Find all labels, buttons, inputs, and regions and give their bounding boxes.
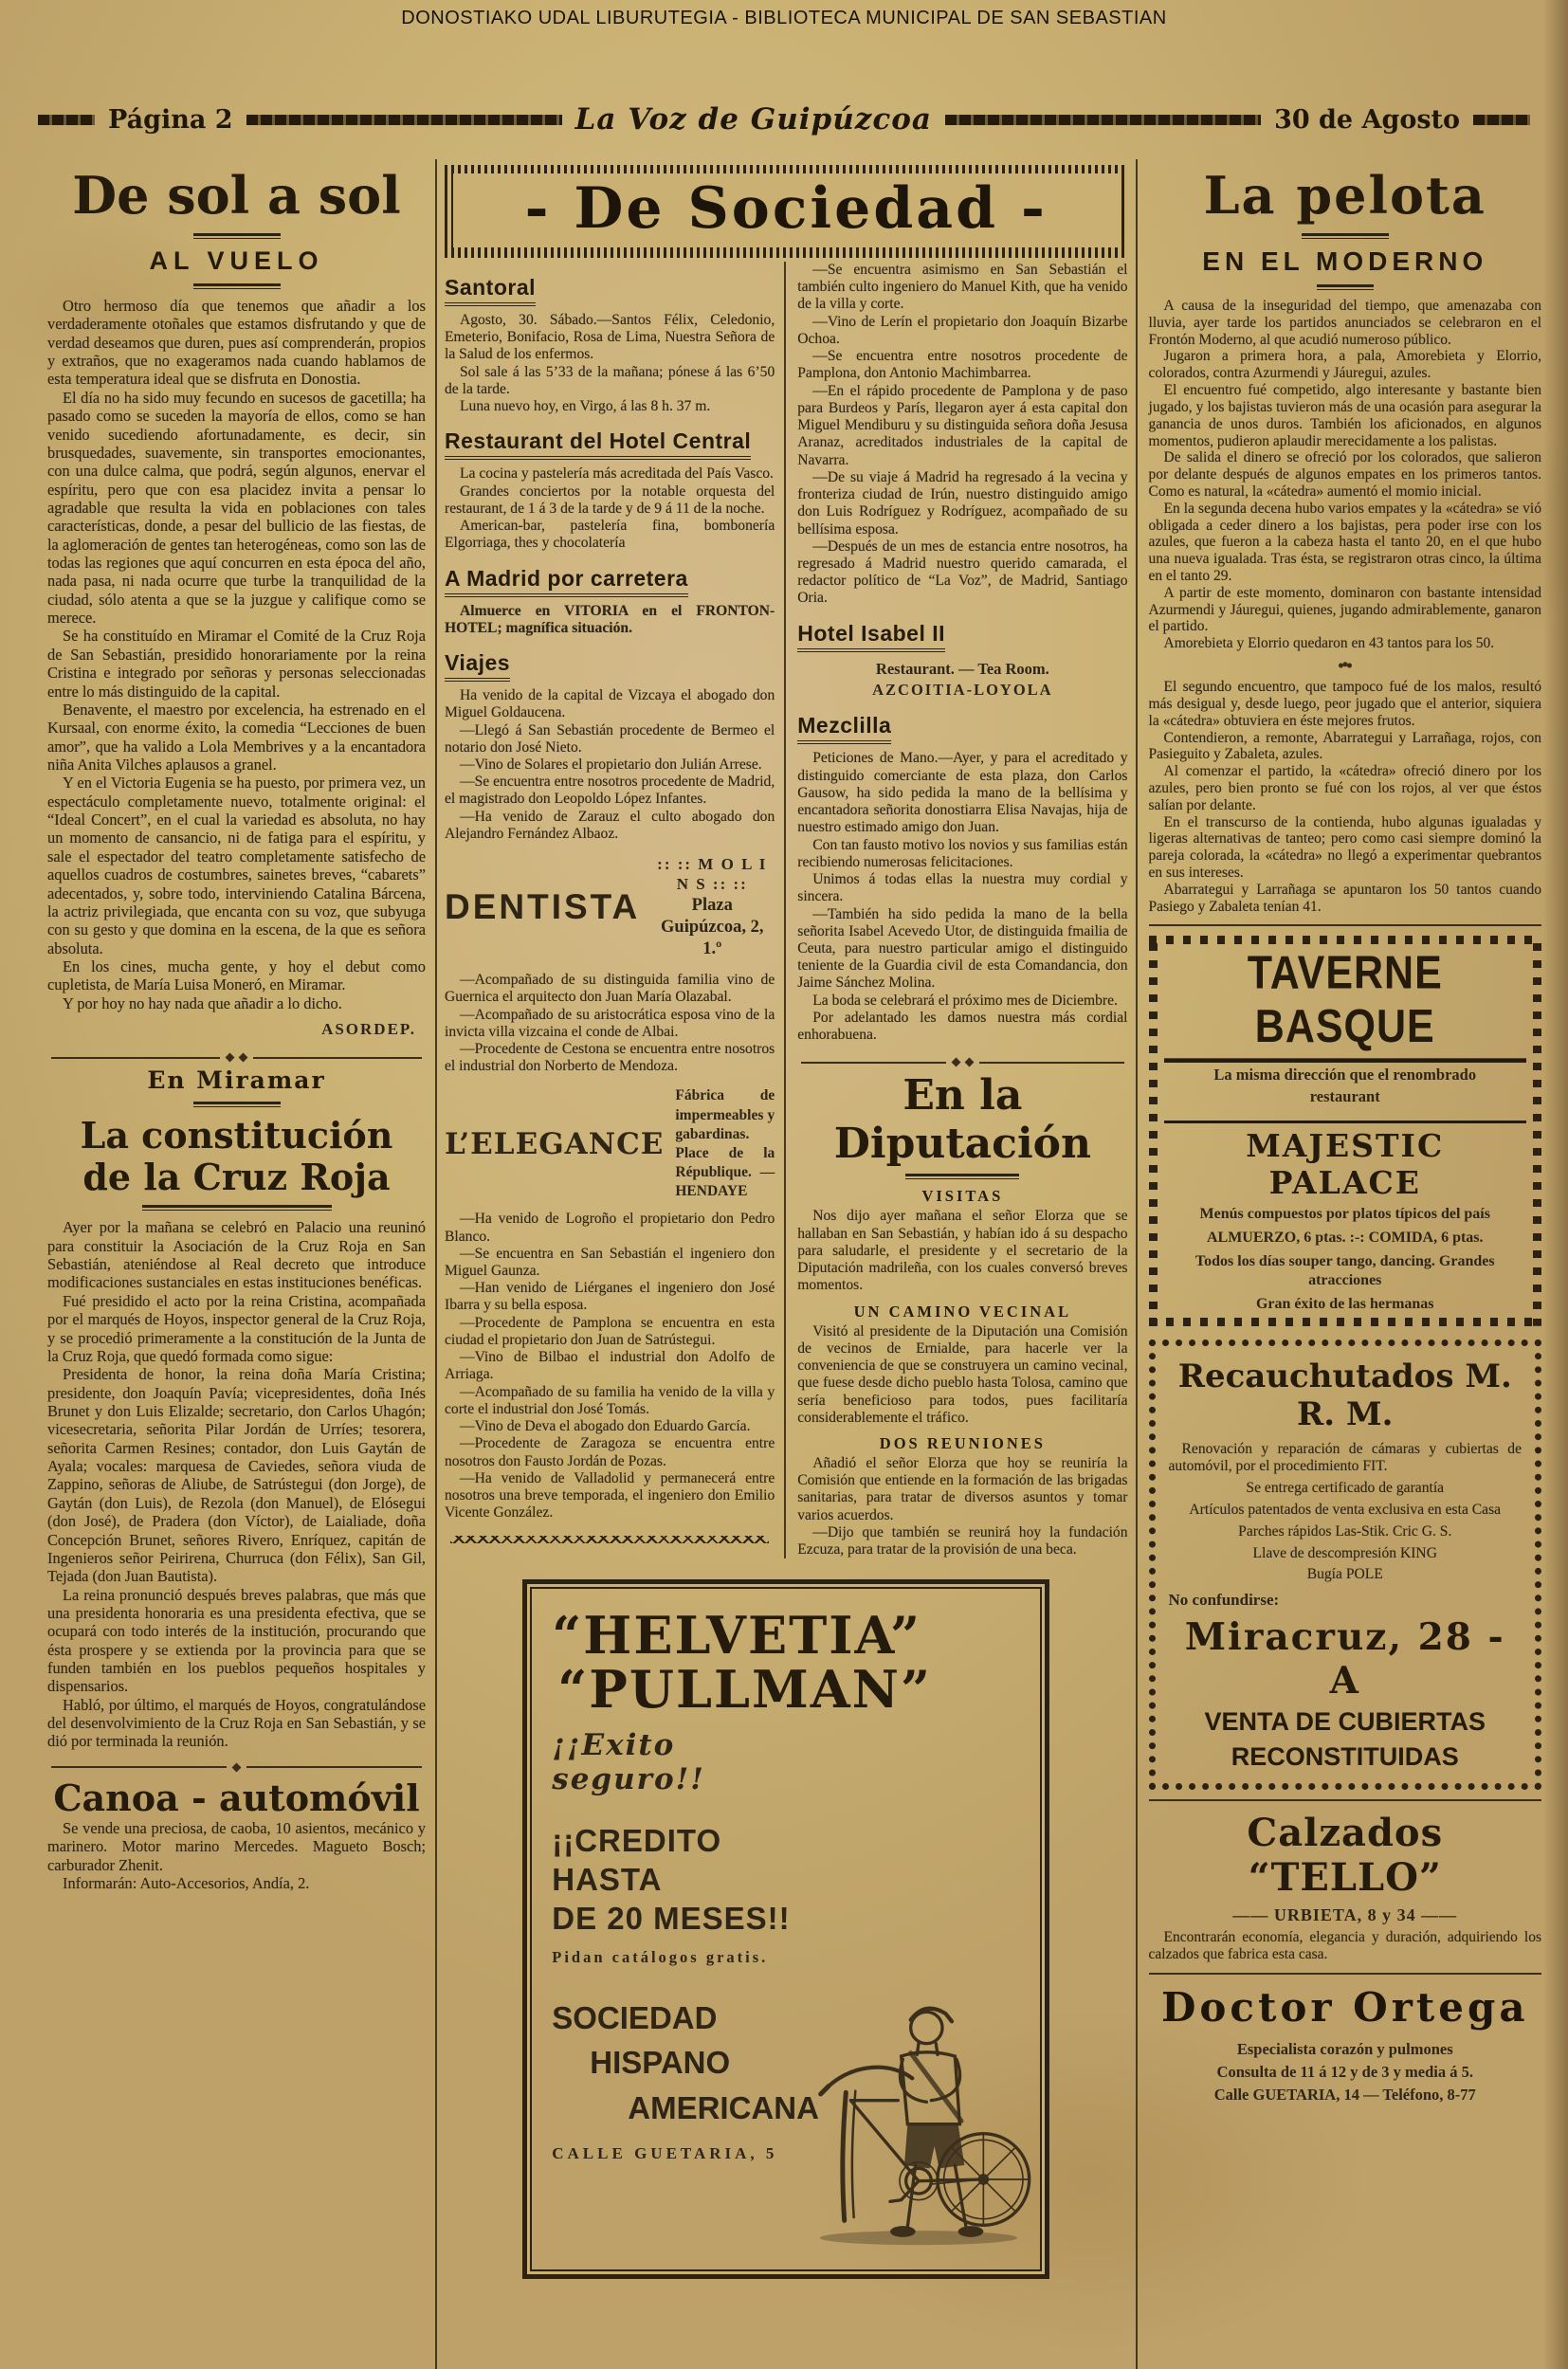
helvetia-ad	[522, 1579, 1049, 2279]
article-paragraph: La cocina y pastelería más acreditada del País Vasco.	[460, 465, 774, 483]
article-paragraph: Por adelantado les damos nuestra más cordial enhorabuena.	[797, 1009, 1128, 1044]
article-paragraph: Se ha constituído en Miramar el Comité de la Cruz Roja de San Sebastián, presidido honorariamente por la reina Cristina e integrado por señoras y personas seleccionadas entre lo más distinguido de la capital.	[47, 627, 426, 701]
article-paragraph: Jugaron a primera hora, a pala, Amorebieta y Elorrio, colorados, contra Azurmendi y Jáuregui, azules.	[1148, 348, 1541, 382]
elegance-ad	[445, 1086, 775, 1201]
article-paragraph: Se vende una preciosa, de caoba, 10 asientos, mecánico y marinero. Motor marino Mercedes. Magueto Bosch; carburador Zhenit.	[47, 1818, 426, 1874]
sociedad-right-subcolumn	[786, 262, 1127, 1558]
ortega-title: Doctor Ortega	[1160, 1983, 1529, 2031]
viajes-item: —Acompañado de su aristocrática esposa vino de la invicta villa vizcaina el conde de Albai.	[445, 1006, 775, 1040]
madrid-paragraph: Almuerce en VITORIA en el FRONTON-HOTEL; magnífica situación.	[445, 602, 775, 636]
helvetia-credit-line1: ¡¡CREDITO HASTA	[552, 1822, 722, 1898]
article-paragraph: En el transcurso de la contienda, hubo algunas igualadas y ligeras alternativas de tanteo; pero como casi siempre dominó la pareja colorada, la «cátedra» no llegó a experimentar quebrantos en sus intereses.	[1148, 813, 1541, 881]
dentista-ad-address: Plaza Guipúzcoa, 2, 1.º	[661, 895, 764, 958]
diputacion-paragraph: —Dijo que también se reunirá hoy la fundación Ezcuza, para tratar de la provisión de una beca.	[797, 1523, 1128, 1558]
mezclilla-paragraphs	[797, 750, 1127, 1044]
tello-title: Calzados “TELLO”	[1247, 1811, 1444, 1901]
helvetia-credit-line2: DE 20 MESES!!	[552, 1901, 791, 1937]
edition-date: 30 de Agosto	[1274, 104, 1461, 135]
sociedad-subcolumns	[445, 262, 1128, 1558]
pelota-paragraphs-2	[1149, 679, 1541, 915]
viajes-item: —Procedente de Pamplona se encuentra en esta ciudad el propietario don Juan de Satrústegui.	[445, 1314, 775, 1348]
article-paragraph: Habló, por último, el marqués de Hoyos, congratulándose del desenvolvimiento de la Cruz Roja en San Sebastián, y se dió por terminada la reunión.	[47, 1695, 426, 1751]
santoral-heading: Santoral	[445, 275, 775, 306]
santoral-paragraphs	[445, 312, 775, 415]
library-banner: DONOSTIAKO UDAL LIBURUTEGIA - BIBLIOTECA MUNICIPAL DE SAN SEBASTIAN	[401, 8, 1167, 28]
pelota-title: La pelota	[1203, 165, 1486, 226]
pullman-brand: “PULLMAN”	[557, 1659, 933, 1721]
fleuron-ornament-icon	[1337, 662, 1354, 669]
viajes-item: —Se encuentra entre nosotros procedente de Madrid, el magistrado don Leopoldo López Infantes.	[445, 774, 775, 808]
company-line: HISPANO	[590, 2045, 731, 2081]
article-paragraph: Agosto, 30. Sábado.—Santos Félix, Celedonio, Emeterio, Bonifacio, Rosa de Lima, Nuestra Señora de la Salud de los enfermos.	[445, 312, 775, 363]
mrm-address: Miracruz, 28 - A	[1184, 1615, 1505, 1704]
article-paragraph: A causa de la inseguridad del tiempo, que amenazaba con lluvia, ayer tarde los partidos anunciados se celebraron en el Frontón Moderno, al que acudió numeroso público.	[1148, 298, 1541, 348]
desol-paragraphs	[47, 297, 426, 1012]
viajes-items-2	[445, 972, 775, 1075]
madrid-heading: A Madrid por carretera	[445, 566, 775, 597]
viajes-heading: Viajes	[445, 650, 775, 682]
article-paragraph: El segundo encuentro, que tampoco fué de los malos, resultó más desigual y, desde luego, peor jugado que el anterior, siquiera la «cátedra» obtuviera en éste mejores frutos.	[1148, 679, 1541, 729]
mrm-ad	[1149, 1339, 1541, 1790]
ornament-divider	[51, 1054, 422, 1061]
sociedad-item: —De su viaje á Madrid ha regresado á la vecina y fronteriza ciudad de Irún, nuestro distinguido amigo don Luis Rodríguez y Rodríguez, acompañado de su bellísima esposa.	[797, 468, 1128, 538]
hotel-isabel-line: Restaurant. — Tea Room.	[875, 659, 1049, 678]
mezclilla-heading: Mezclilla	[797, 713, 1127, 744]
majestic-palace-title: MAJESTIC PALACE	[1164, 1121, 1526, 1201]
article-paragraph: Y en el Victoria Eugenia se ha puesto, por primera vez, un espectáculo completamente nuevo, totalmente original: el “Ideal Concert”, en el cual la variedad es absoluta, no hay un momento de cansancio, ni de fatiga para el espíritu, y sale el espectador del teatro completamente satisfecho de aquellos cuadros de costumbres, sainetes breves, “cabarets” adecentados, y, sobre todo, interviniendo Catalina Bárcena, la actriz privilegiada, que encanta con su voz, que subyuga con su gesto y que domina en la escena, de la que es señora absoluta.	[47, 774, 426, 957]
diputacion-subhead-camino: UN CAMINO VECINAL	[853, 1302, 1072, 1321]
cruz-roja-title: La constitución de la Cruz Roja	[80, 1114, 393, 1198]
section-rule	[1149, 924, 1541, 926]
viajes-item: —Vino de Bilbao el industrial don Adolfo de Arriaga.	[445, 1349, 775, 1383]
viajes-item: —Vino de Solares el propietario don Julián Arrese.	[460, 756, 762, 773]
diputacion-subhead-visitas: VISITAS	[921, 1187, 1004, 1206]
article-paragraph: Luna nuevo hoy, en Virgo, á las 8 h. 37 m.	[460, 398, 711, 415]
divider	[193, 283, 281, 289]
divider	[142, 1205, 332, 1211]
ornament-divider	[51, 1764, 422, 1771]
divider	[193, 233, 281, 239]
mrm-line: Renovación y reparación de cámaras y cubiertas de automóvil, por el procedimiento FIT.	[1168, 1440, 1522, 1474]
taverne-basque-ad	[1149, 936, 1541, 1326]
hotel-isabel-location: AZCOITIA-LOYOLA	[872, 681, 1053, 700]
dentista-ad-title: DENTISTA	[445, 887, 641, 927]
divider	[905, 1174, 1019, 1179]
ortega-specialty: Especialista corazón y pulmones	[1236, 2039, 1453, 2058]
sociedad-items	[797, 262, 1127, 608]
article-paragraph: Informarán: Auto-Accesorios, Andía, 2.	[63, 1873, 310, 1892]
company-line: AMERICANA	[628, 2090, 819, 2126]
masthead	[38, 102, 1530, 137]
viajes-item: Ha venido de la capital de Vizcaya el abogado don Miguel Goldaucena.	[445, 687, 775, 721]
masthead-rule	[246, 115, 562, 125]
majestic-menu-line: Menús compuestos por platos típicos del país	[1199, 1205, 1490, 1222]
viajes-item: —Han venido de Liérganes el ingeniero don José Ibarra y su bella esposa.	[445, 1280, 775, 1314]
article-paragraph: Unimos á todas ellas la nuestra muy cordial y sincera.	[797, 871, 1128, 905]
pelota-paragraphs-1	[1149, 298, 1541, 652]
article-paragraph: En la segunda decena hubo varios empates y la «cátedra» se vió obligada a ceder dinero a los bajistas, pera poder irse con los azules, que fueron a la cabeza hasta el tanto 20, en el que hubo una nueva igualada. Tras ésta, se registraron otras cinco, la última en el tanto 29.	[1148, 500, 1541, 584]
sociedad-item: —Vino de Lerín el propietario don Joaquín Bizarbe Ochoa.	[797, 313, 1128, 347]
article-paragraph: Al comenzar el partido, la «cátedra» ofreció dinero por los azules, pero bien pronto se fué con los rojos, al ver que éstos salían por delante.	[1148, 763, 1541, 813]
article-paragraph: Fué presidido el acto por la reina Cristina, acompañada por el marqués de Hoyos, inspector general de la Cruz Roja, y se procedió primeramente a la constitución de la Junta de la Cruz Roja, que quedó formada como sigue:	[47, 1291, 426, 1365]
diputacion-subhead-reuniones: DOS REUNIONES	[879, 1434, 1046, 1452]
article-paragraph: Amorebieta y Elorrio quedaron en 43 tantos para los 50.	[1163, 635, 1495, 652]
helvetia-slogan: ¡¡Exito seguro!!	[552, 1727, 705, 1796]
helvetia-ad-text	[552, 1605, 933, 2163]
taverne-line: La misma dirección que el renombrado restaurant	[1213, 1066, 1477, 1105]
viajes-items	[445, 687, 775, 843]
desol-kicker: AL VUELO	[149, 246, 324, 275]
viajes-item: —Ha venido de Zarauz el culto abogado don Alejandro Fernández Albaoz.	[445, 808, 775, 842]
tello-ad	[1149, 1811, 1541, 1963]
article-paragraph: Peticiones de Mano.—Ayer, y para el acreditado y distinguido comerciante de esta plaza, don Carlos Gausow, ha sido pedida la mano de la bellísima y encantadora señorita donostiarra Elisa Navajas, hija de nuestro estimado amigo don Juan.	[797, 750, 1128, 836]
miramar-kicker: En Miramar	[147, 1066, 326, 1095]
wavy-rule	[450, 1536, 769, 1543]
canoa-title: Canoa - automóvil	[53, 1776, 420, 1819]
diputacion-title: En la Diputación	[833, 1071, 1092, 1169]
viajes-item: —Ha venido de Logroño el propietario don Pedro Blanco.	[445, 1211, 775, 1245]
article-paragraph: Con tan fausto motivo los novios y sus familias están recibiendo numerosas felicitaciones.	[797, 836, 1128, 870]
sociedad-item: —Se encuentra asimismo en San Sebastián el también culto ingeniero do Manuel Kith, que ha venido de la villa y corte.	[797, 262, 1128, 313]
diamond-ornament-icon	[239, 1053, 248, 1063]
sociedad-item: —En el rápido procedente de Pamplona y de paso para Burdeos y París, llegaron ayer á esta capital don Miguel Mendiburu y su distinguida señora doña Jesusa Aranaz, acreditados industriales de la capital de Navarra.	[797, 382, 1128, 468]
canoa-paragraphs	[47, 1819, 426, 1892]
desol-signature: ASORDEP.	[321, 1020, 416, 1039]
pelota-subtitle: EN EL MODERNO	[1202, 246, 1488, 276]
section-rule	[1149, 1973, 1541, 1975]
dentista-ad-name: :: :: M O L I N S :: ::	[657, 855, 768, 894]
helvetia-address: CALLE GUETARIA, 5	[552, 2144, 778, 2163]
section-rule	[1149, 1799, 1541, 1801]
sociedad-item: —Después de un mes de estancia entre nosotros, ha regresado á Madrid nuestro querido camarada, el redactor político de “La Voz”, de Madrid, Santiago Oria.	[797, 538, 1128, 607]
diamond-ornament-icon	[964, 1058, 974, 1067]
viajes-item: —Procedente de Cestona se encuentra entre nosotros el industrial don Norberto de Mendoza.	[445, 1040, 775, 1075]
cruz-roja-paragraphs	[47, 1218, 426, 1750]
article-paragraph: El día no ha sido muy fecundo en sucesos de gacetilla; ha pasado como se suceden la mayoría de ellos, como se han venido sucediendo afortunadamente, es decir, sin brusquedades, suavemente, sin transportes emocionantes, con una dulce calma, que podrá, según algunos, enervar el espíritu, pero que con esa placidez invita a pensar lo agradable que resulta la vida en poblaciones con tales características, donde, a pesar del bullicio de las fiestas, de la aglomeración de gentes tan heterogéneas, como son las de todas las regiones que aquí concurren en esta época del año, nada pasa, ni nada ocurre que turbe la tranquilidad de la ciudad, sólo atenta a que se la juzgue y califique como se merece.	[47, 388, 426, 628]
article-paragraph: Ayer por la mañana se celebró en Palacio una reuninó para constituir la Asociación de la Cruz Roja en San Sebastián, ateniéndose al Real decreto que introduce modificaciones sustanciales en estas instituciones benéficas.	[47, 1218, 426, 1292]
helvetia-catalog-line: Pidan catálogos gratis.	[552, 1947, 769, 1966]
hotel-isabel-heading: Hotel Isabel II	[797, 621, 1127, 652]
sociedad-title: - De Sociedad -	[524, 175, 1048, 242]
article-paragraph: Benavente, el maestro por excelencia, ha estrenado en el Kursaal, con enorme éxito, la comedia “Lecciones de buen amor”, que ha valido a Lola Membrives y a la encantadora niña Anita Vilches aplausos a granel.	[47, 700, 426, 774]
article-paragraph: Otro hermoso día que tenemos que añadir a los verdaderamente otoñales que estamos disfrutando y que de verdad deseamos que duren, pues así comprenderán, propios y extraños, que no exageramos nada cuando hablamos de esta temperatura ideal que se disfruta en Donostia.	[47, 297, 426, 389]
divider	[193, 1102, 281, 1107]
sociedad-left-subcolumn	[445, 262, 786, 1558]
mrm-venta-line2: RECONSTITUIDAS	[1231, 1741, 1459, 1771]
article-paragraph: De salida el dinero se ofreció por los colorados, que salieron por delante después de algunos empates en los primeros tantos. Como es natural, la «cátedra» aumentó el momio inicial.	[1148, 449, 1541, 500]
tello-address: —— URBIETA, 8 y 34 ——	[1232, 1905, 1458, 1925]
dentista-ad	[445, 854, 775, 960]
masthead-rule	[1473, 115, 1530, 125]
viajes-item: —Se encuentra en San Sebastián el ingeniero don Miguel Gaunza.	[445, 1245, 775, 1279]
article-paragraph: Contendieron, a remonte, Abarrategui y Larrañaga, rojos, con Pasieguito y Zabaleta, azules.	[1148, 729, 1541, 763]
article-paragraph: La reina pronunció después breves palabras, que más que una presidenta honoraria es una presidenta efectiva, que se ocupará con todo interés de la institución, procurando que ésta prospere y se extienda por la provincia para que se funden también en los pueblos pequeños hospitales y dispensarios.	[47, 1585, 426, 1696]
elegance-ad-text: Fábrica de impermeables y gabardinas. Place de la République. — HENDAYE	[675, 1087, 775, 1200]
column-right	[1138, 159, 1547, 2369]
cyclist-illustration	[800, 1957, 1037, 2265]
article-paragraph: American-bar, pastelería fina, bombonería Elgorriaga, thes y chocolatería	[445, 518, 775, 552]
diputacion-paragraph: Añadió el señor Elorza que hoy se reuniría la Comisión que entiende en la formación de las brigadas sanitarias, para tratar de diversos asuntos y tomar varios acuerdos.	[797, 1455, 1128, 1523]
hotel-central-paragraphs	[445, 465, 775, 552]
ortega-address: Calle GUETARIA, 14 — Teléfono, 8-77	[1213, 2085, 1476, 2104]
mrm-warning: No confundirse:	[1168, 1591, 1280, 1610]
hotel-central-heading: Restaurant del Hotel Central	[445, 428, 775, 460]
article-paragraph: A partir de este momento, dominaron con bastante intensidad Azurmendi y Jáuregui, quienes, jugando admirablemente, ganaron el partido.	[1148, 584, 1541, 635]
mrm-line: Parches rápidos Las-Stik. Cric G. S.	[1238, 1522, 1452, 1540]
viajes-item: —Llegó á San Sebastián procedente de Bermeo el notario don José Nieto.	[445, 721, 775, 756]
viajes-item: —Acompañado de su distinguida familia vino de Guernica el arquitecto don Juan María Olazabal.	[445, 972, 775, 1006]
helvetia-company	[552, 1995, 836, 2132]
company-line: SOCIEDAD	[552, 1999, 718, 2035]
majestic-success-line: Gran éxito de las hermanas	[1255, 1296, 1434, 1313]
diamond-ornament-icon	[951, 1058, 960, 1067]
tello-paragraph: Encontrarán economía, elegancia y duración, adquiriendo los calzados que fabrica esta casa.	[1148, 1929, 1541, 1962]
desol-title: De sol a sol	[72, 165, 401, 226]
mrm-line: Llave de descompresión KING	[1252, 1544, 1437, 1561]
mrm-line: Artículos patentados de venta exclusiva en esta Casa	[1189, 1501, 1502, 1518]
ortega-ad	[1149, 1984, 1541, 2106]
diamond-ornament-icon	[232, 1762, 242, 1772]
article-paragraph: Grandes conciertos por la notable orquesta del restaurant, de 1 á 3 de la tarde y de 9 á 11 de la noche.	[445, 483, 775, 517]
column-left	[44, 159, 435, 2369]
masthead-rule	[945, 115, 1261, 125]
viajes-item: —Acompañado de su familia ha venido de la villa y corte el industrial don José Tomás.	[445, 1383, 775, 1417]
mrm-line: Se entrega certificado de garantía	[1246, 1479, 1445, 1496]
divider	[1302, 233, 1389, 239]
article-paragraph: En los cines, mucha gente, y hoy el debut como cupletista, de María Luisa Moneró, en Miramar.	[47, 957, 426, 994]
viajes-item: —Procedente de Zaragoza se encuentra entre nosotros don Fausto Jordán de Pozas.	[445, 1435, 775, 1469]
viajes-item: —Vino de Deva el abogado don Eduardo García.	[460, 1418, 751, 1435]
dentista-ad-details	[649, 854, 775, 960]
viajes-items-3	[445, 1211, 775, 1522]
newspaper-title: La Voz de Guipúzcoa	[574, 102, 932, 137]
divider	[1317, 284, 1374, 290]
ortega-hours: Consulta de 11 á 12 y de 3 y media á 5.	[1216, 2062, 1473, 2081]
mrm-venta-line1: VENTA DE CUBIERTAS	[1204, 1707, 1486, 1737]
mrm-line: Bugía POLE	[1306, 1566, 1383, 1583]
elegance-ad-title: L’ELEGANCE	[445, 1126, 665, 1161]
diamond-ornament-icon	[226, 1053, 235, 1063]
diputacion-paragraph: Nos dijo ayer mañana el señor Elorza que se hallaban en San Sebastián, y habían ido á su despacho para saludarle, el presidente y el secretario de la Diputación madrileña, con los cuales conversó breves momentos.	[797, 1208, 1128, 1294]
sociedad-item: —Se encuentra entre nosotros procedente de Pamplona, don Antonio Machimbarrea.	[797, 348, 1128, 382]
article-paragraph: La boda se celebrará el próximo mes de Diciembre.	[812, 992, 1118, 1009]
page-number-label: Página 2	[108, 104, 233, 135]
taverne-title: TAVERNE BASQUE	[1164, 947, 1526, 1063]
sociedad-header	[453, 173, 1120, 247]
article-paragraph: El encuentro fué competido, algo interesante y bastante bien jugado, y los bajistas tuvieron más de una ocasión para asegurar la ganancia de unos duros. También los aficionados, en algunos momentos, pudieron aplaudir merecidamente a los palistas.	[1148, 382, 1541, 449]
article-paragraph: Y por hoy no hay nada que añadir a lo dicho.	[63, 993, 342, 1012]
article-paragraph: —También ha sido pedida la mano de la bella señorita Isabel Acevedo Utor, de distinguida fmailia de Ceuta, para nuestro particular amigo el distinguido teniente de la Guardia civil de esta Comandancia, don Jaime Sánchez Molina.	[797, 905, 1128, 992]
article-paragraph: Presidenta de honor, la reina doña María Cristina; presidente, don Joaquín Pavía; vicepresidentes, doña Inés Brunet y don Luis Elizalde; secretario, don Carlos Uhagón; vicesecretaria, señorita Pilar Jordán de Urríes; tesorera, señorita Carmen Resines; contador, don Luis Gaytán de Ayala; vocales: marquesa de Caviedes, señora viuda de Zappino, señoras de Aliube, de Satrústegui (don Jorge), de Gaytán (don Luis), de Rezola (don Manuel), de Elósegui (don José), de Pradera (don Víctor), de Laialiade, doña Concepción Brunet, señores Rivero, Enríquez, capitán de Ingenieros señor Peirirena, Churruca (don Félix), San Gil, Tejada (don Juan Bautista).	[47, 1365, 426, 1586]
ornament-divider	[801, 1059, 1123, 1066]
majestic-price-line: ALMUERZO, 6 ptas. :-: COMIDA, 6 ptas.	[1206, 1229, 1484, 1246]
article-paragraph: Sol sale á las 5’33 de la mañana; pónese á las 6’50 de la tarde.	[445, 363, 775, 397]
mrm-title: Recauchutados M. R. M.	[1177, 1357, 1512, 1433]
helvetia-brand: “HELVETIA”	[552, 1605, 922, 1667]
viajes-item: —Ha venido de Valladolid y permanecerá entre nosotros una breve temporada, el ingeniero don Emilio Vicente González.	[445, 1469, 775, 1522]
page-columns	[44, 159, 1547, 2369]
column-center	[435, 159, 1138, 2369]
sociedad-header-frame	[445, 165, 1128, 258]
diputacion-paragraph: Visitó al presidente de la Diputación una Comisión de vecinos de Ernialde, para hacerle ver la conveniencia de que se construyera un camino vecinal, que fuese desde dicho pueblo hasta Tolosa, camino que sería beneficioso para todos, pues facilitaría considerablemente el tráfico.	[797, 1322, 1128, 1426]
masthead-rule	[38, 115, 95, 125]
majestic-entertainment-line: Todos los días souper tango, dancing. Grandes atracciones	[1194, 1252, 1495, 1289]
article-paragraph: Abarrategui y Larrañaga se apuntaron los 50 tantos cuando Pasiego y Zabaleta tenían 41.	[1148, 881, 1541, 915]
